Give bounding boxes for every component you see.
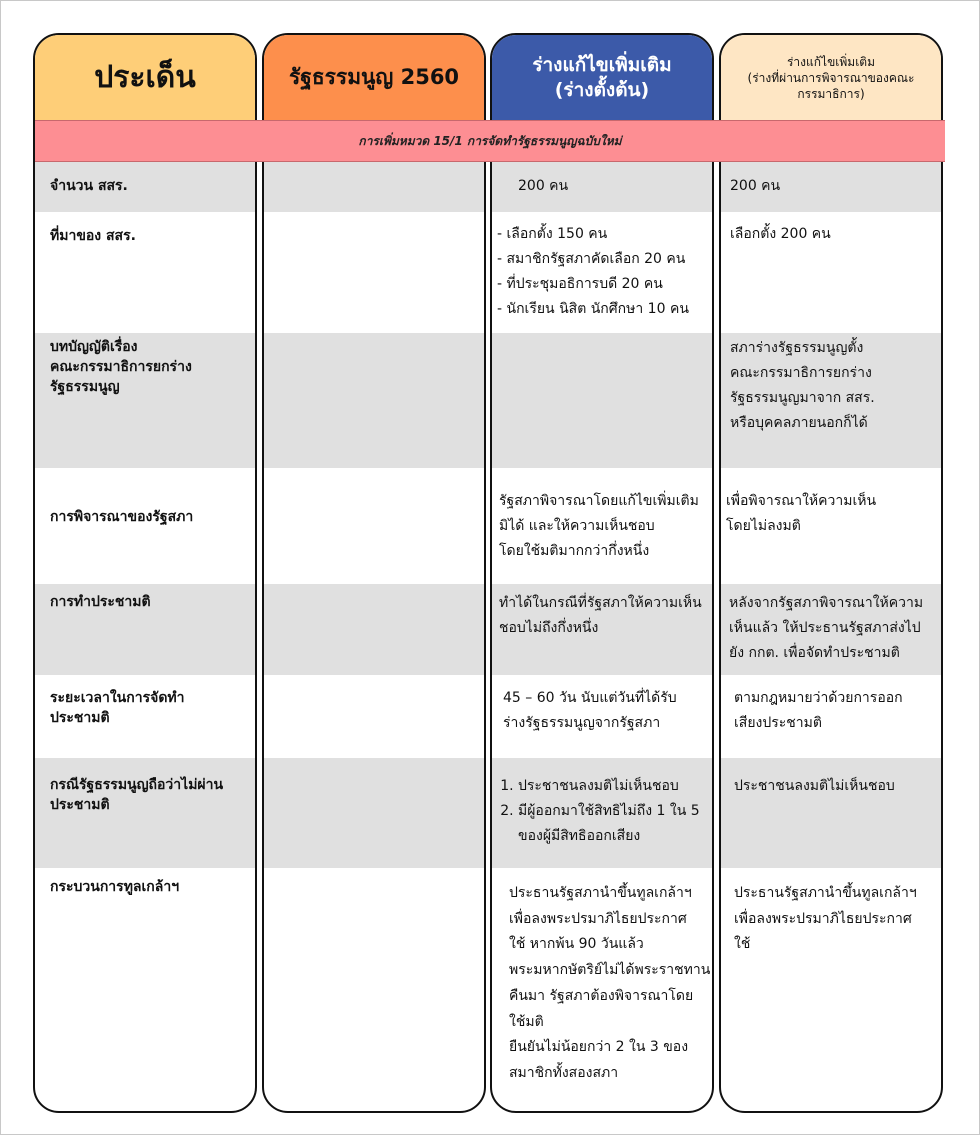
committee-referendum-failure: ประชาชนลงมติไม่เห็นชอบ	[734, 778, 895, 794]
row-label-referendum: การทำประชามติ	[50, 594, 151, 610]
issue-header-text: ประเด็น	[94, 60, 196, 95]
list-item: - ที่ประชุมอธิการบดี 20 คน	[497, 276, 663, 292]
list-item: 1. ประชาชนลงมติไม่เห็นชอบ	[518, 774, 733, 799]
draft-amendment-header	[492, 35, 712, 122]
list-item: - นักเรียน นิสิต นักศึกษา 10 คน	[497, 301, 689, 317]
draft-referendum-failure-list	[500, 774, 733, 849]
draft-royal-submission: ประธานรัฐสภานำขึ้นทูลเกล้าฯ เพื่อลงพระปรมาภิไธยประกาศ ใช้ หากพ้น 90 วันแล้ว พระมหากษัตริย์ไม่ได้พระราชทาน คืนมา รัฐสภาต้องพิจารณาโดย ใช้มติ ยืนยันไม่น้อยกว่า 2 ใน 3 ของ สมาชิกทั้งสองสภา	[509, 885, 711, 1081]
constitution-2560-column	[262, 33, 486, 1113]
section-banner: การเพิ่มหมวด 15/1 การจัดทำรัฐธรรมนูญฉบับใหม่	[35, 120, 945, 162]
draft-member-count: 200 คน	[518, 178, 569, 194]
committee-member-count: 200 คน	[730, 178, 781, 194]
row-label-drafting-committee: บทบัญญัติเรื่อง คณะกรรมาธิการยกร่าง รัฐธรรมนูญ	[50, 339, 192, 395]
row-label-parliament-consideration: การพิจารณาของรัฐสภา	[50, 509, 194, 525]
row-band	[264, 758, 484, 868]
row-band	[264, 584, 484, 675]
draft-amendment-header-text: ร่างแก้ไขเพิ่มเติม (ร่างตั้งต้น)	[532, 53, 672, 101]
draft-member-origin-list	[497, 222, 689, 322]
issue-header	[35, 35, 255, 122]
list-item: 2. มีผู้ออกมาใช้สิทธิไม่ถึง 1 ใน 5 ของผู้มีสิทธิออกเสียง	[518, 799, 733, 849]
committee-member-origin: เลือกตั้ง 200 คน	[730, 226, 831, 242]
committee-parliament-consideration: เพื่อพิจารณาให้ความเห็น โดยไม่ลงมติ	[726, 493, 877, 534]
draft-parliament-consideration: รัฐสภาพิจารณาโดยแก้ไขเพิ่มเติม มิได้ และให้ความเห็นชอบ โดยใช้มติมากกว่ากึ่งหนึ่ง	[499, 493, 699, 559]
committee-referendum: หลังจากรัฐสภาพิจารณาให้ความ เห็นแล้ว ให้ประธานรัฐสภาส่งไป ยัง กกต. เพื่อจัดทำประชามติ	[729, 595, 924, 661]
committee-draft-header-text: ร่างแก้ไขเพิ่มเติม (ร่างที่ผ่านการพิจารณาของคณะกรรมาธิการ)	[747, 54, 915, 101]
committee-draft-header	[721, 35, 941, 122]
row-label-member-origin: ที่มาของ สสร.	[50, 228, 136, 244]
row-band	[492, 333, 712, 468]
list-item: - เลือกตั้ง 150 คน	[497, 226, 608, 242]
row-label-royal-submission: กระบวนการทูลเกล้าฯ	[50, 879, 180, 895]
constitution-2560-header	[264, 35, 484, 122]
constitution-2560-header-text: รัฐธรรมนูญ 2560	[288, 65, 460, 89]
committee-royal-submission: ประธานรัฐสภานำขึ้นทูลเกล้าฯ เพื่อลงพระปรมาภิไธยประกาศ ใช้	[734, 885, 917, 953]
row-band	[264, 162, 484, 212]
committee-drafting-committee: สภาร่างรัฐธรรมนูญตั้ง คณะกรรมาธิการยกร่าง รัฐธรรมนูญมาจาก สสร. หรือบุคคลภายนอกก็ได้	[730, 340, 875, 431]
list-item: - สมาชิกรัฐสภาคัดเลือก 20 คน	[497, 251, 686, 267]
draft-referendum-period: 45 – 60 วัน นับแต่วันที่ได้รับ ร่างรัฐธรรมนูญจากรัฐสภา	[503, 690, 677, 731]
row-band	[264, 333, 484, 468]
row-label-member-count: จำนวน สสร.	[50, 178, 128, 194]
draft-referendum: ทำได้ในกรณีที่รัฐสภาให้ความเห็น ชอบไม่ถึงกึ่งหนึ่ง	[499, 595, 702, 636]
row-label-referendum-period: ระยะเวลาในการจัดทำ ประชามติ	[50, 690, 185, 726]
row-label-referendum-failure: กรณีรัฐธรรมนูญถือว่าไม่ผ่าน ประชามติ	[50, 777, 224, 813]
committee-referendum-period: ตามกฎหมายว่าด้วยการออก เสียงประชามติ	[734, 690, 903, 731]
